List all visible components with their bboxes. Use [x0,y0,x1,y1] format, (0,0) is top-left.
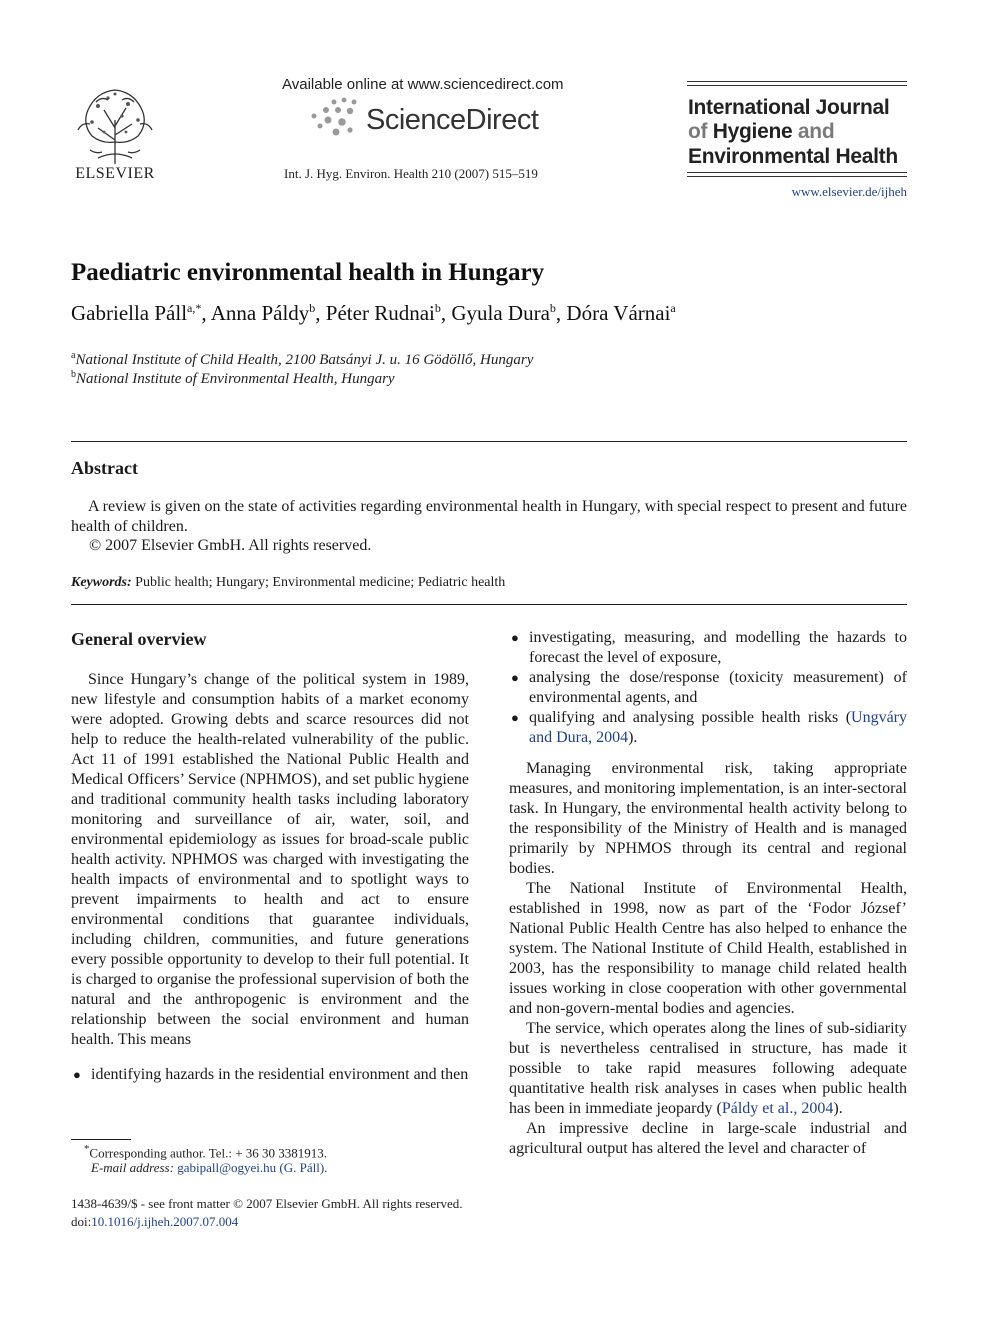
footnote-email: E-mail address: gabipall@ogyei.hu (G. Páll). [91,1160,328,1175]
bullet-list [509,628,907,748]
affiliation-b: $^b$National Institute of Environmental Health, Hungary [71,369,395,387]
footnote-rule [71,1139,131,1140]
paragraph: Since Hungary’s change of the political system in 1989, new lifestyle and consumption habits of a market economy were adopted. Growing debts and scarce resources did not help to reduce the health-related vulnerability of the public. Act 11 of 1991 established the National Public Health and Medical Officers’ Service (NPHMOS), and set public hygiene and traditional community health tasks including laboratory monitoring and surveillance of air, water, soil, and environmental epidemiology as issues for broad-scale public health activity. NPHMOS was charged with investigating the health impacts of environmental and to spotlight ways to prevent impairments to health and act to ensure environmental conditions that guarantee individuals, including children, communities, and future generations every possible opportunity to develop to their full potential. It is charged to organise the professional supervision of both the natural and the anthropogenic is environment and the relationship between the social environment and human health. This means [71,671,469,1048]
abstract-heading: Abstract [71,458,138,478]
paragraph: An impressive decline in large-scale industrial and agricultural output has altered the level and character of [509,1120,907,1157]
abstract-copyright: © 2007 Elsevier GmbH. All rights reserved. [89,537,372,554]
list-item: ● analysing the dose/response (toxicity measurement) of environmental agents, and [509,668,907,708]
author-name: Gabriella Páll [71,301,188,325]
author-affiliation-mark[interactable]: a [670,301,676,315]
author-name: Gyula Dura [451,301,550,325]
author-affiliation-mark[interactable]: b [549,301,556,315]
doi-link[interactable]: 10.1016/j.ijheh.2007.07.004 [91,1214,239,1229]
keywords-label: Keywords: [71,575,132,590]
email-link[interactable]: gabipall@ogyei.hu (G. Páll). [177,1160,328,1175]
paragraph: Managing environmental risk, taking appropriate measures, and monitoring implementation, is an inter-sectoral task. In Hungary, the environmental health activity belong to the responsibility of the Ministry of Health and is managed primarily by NPHMOS through its central and regional bodies. [509,760,907,877]
journal-title-line2: of Hygiene and [688,120,835,143]
footer-doi: doi:10.1016/j.ijheh.2007.07.004 [71,1214,239,1229]
journal-title-rule-top-2 [687,85,907,86]
affiliation-a: $^a$National Institute of Child Health, 2100 Batsányi J. u. 16 Gödöllő, Hungary [71,350,534,368]
paragraph: The National Institute of Environmental Health, established in 1998, now as part of the ‘Fodor József’ National Public Health Centre has also helped to enhance the system. The National Institute of Child Health, established in 2003, has the responsibility to manage child related health issues working in close cooperation with other governmental and non-govern-mental bodies and agencies. [509,880,907,1017]
abstract-text: A review is given on the state of activities regarding environmental health in Hungary, with special respect to present and future health of children. [71,498,907,535]
author-name: Dóra Várnai [566,301,671,325]
journal-title-line1: International Journal [688,96,890,119]
publisher-name: ELSEVIER [75,165,155,182]
keywords: Keywords: Public health; Hungary; Environmental medicine; Pediatric health [71,575,506,590]
author-name: Péter Rudnai [325,301,435,325]
footer-issn: 1438-4639/$ - see front matter © 2007 Elsevier GmbH. All rights reserved. [71,1196,463,1211]
sciencedirect-wordmark: ScienceDirect [366,104,539,136]
section-divider [71,441,907,442]
journal-title-rule-bottom-2 [687,176,907,177]
author-affiliation-mark[interactable]: a,* [187,301,202,315]
journal-title-rule-top [687,81,907,82]
journal-citation: Int. J. Hyg. Environ. Health 210 (2007) 515–519 [284,166,538,181]
available-online-text: Available online at www.sciencedirect.com [282,76,564,93]
journal-url-link[interactable]: www.elsevier.de/ijheh [791,184,907,199]
author-name: Anna Páldy [210,301,310,325]
footnote-corresponding: *Corresponding author. Tel.: + 36 30 3381913. [84,1143,328,1161]
author-affiliation-mark[interactable]: b [309,301,316,315]
article-title: Paediatric environmental health in Hungary [71,259,545,286]
section-divider [71,604,907,605]
list-item: ● identifying hazards in the residential environment and then [71,1065,469,1085]
list-item: ● qualifying and analysing possible health risks (Ungváry and Dura, 2004). [509,708,907,748]
right-column [509,628,907,1159]
paragraph: The service, which operates along the lines of sub-sidiarity but is nevertheless centralised in structure, has made it possible to take rapid measures following adequate quantitative health risk analyses in cases when public health has been in immediate jeopardy (Páldy et al., 2004). [509,1020,907,1117]
list-item: ● investigating, measuring, and modelling the hazards to forecast the level of exposure, [509,628,907,668]
citation-link[interactable]: Páldy et al., 2004 [721,1100,834,1117]
journal-title-line3: Environmental Health [688,145,898,168]
section-heading-general-overview: General overview [71,629,207,649]
citation-link[interactable]: Ungváry and Dura, 2004 [529,709,907,746]
author-affiliation-mark[interactable]: b [434,301,441,315]
journal-title-rule-bottom [687,172,907,173]
bullet-list [71,1065,469,1085]
author-list: Gabriella Páll$^{a,*}$, Anna Páldy$^b$, Péter Rudnai$^b$, Gyula Dura$^b$, Dóra Várnai$^a$ [71,301,676,325]
left-column [71,670,469,1085]
